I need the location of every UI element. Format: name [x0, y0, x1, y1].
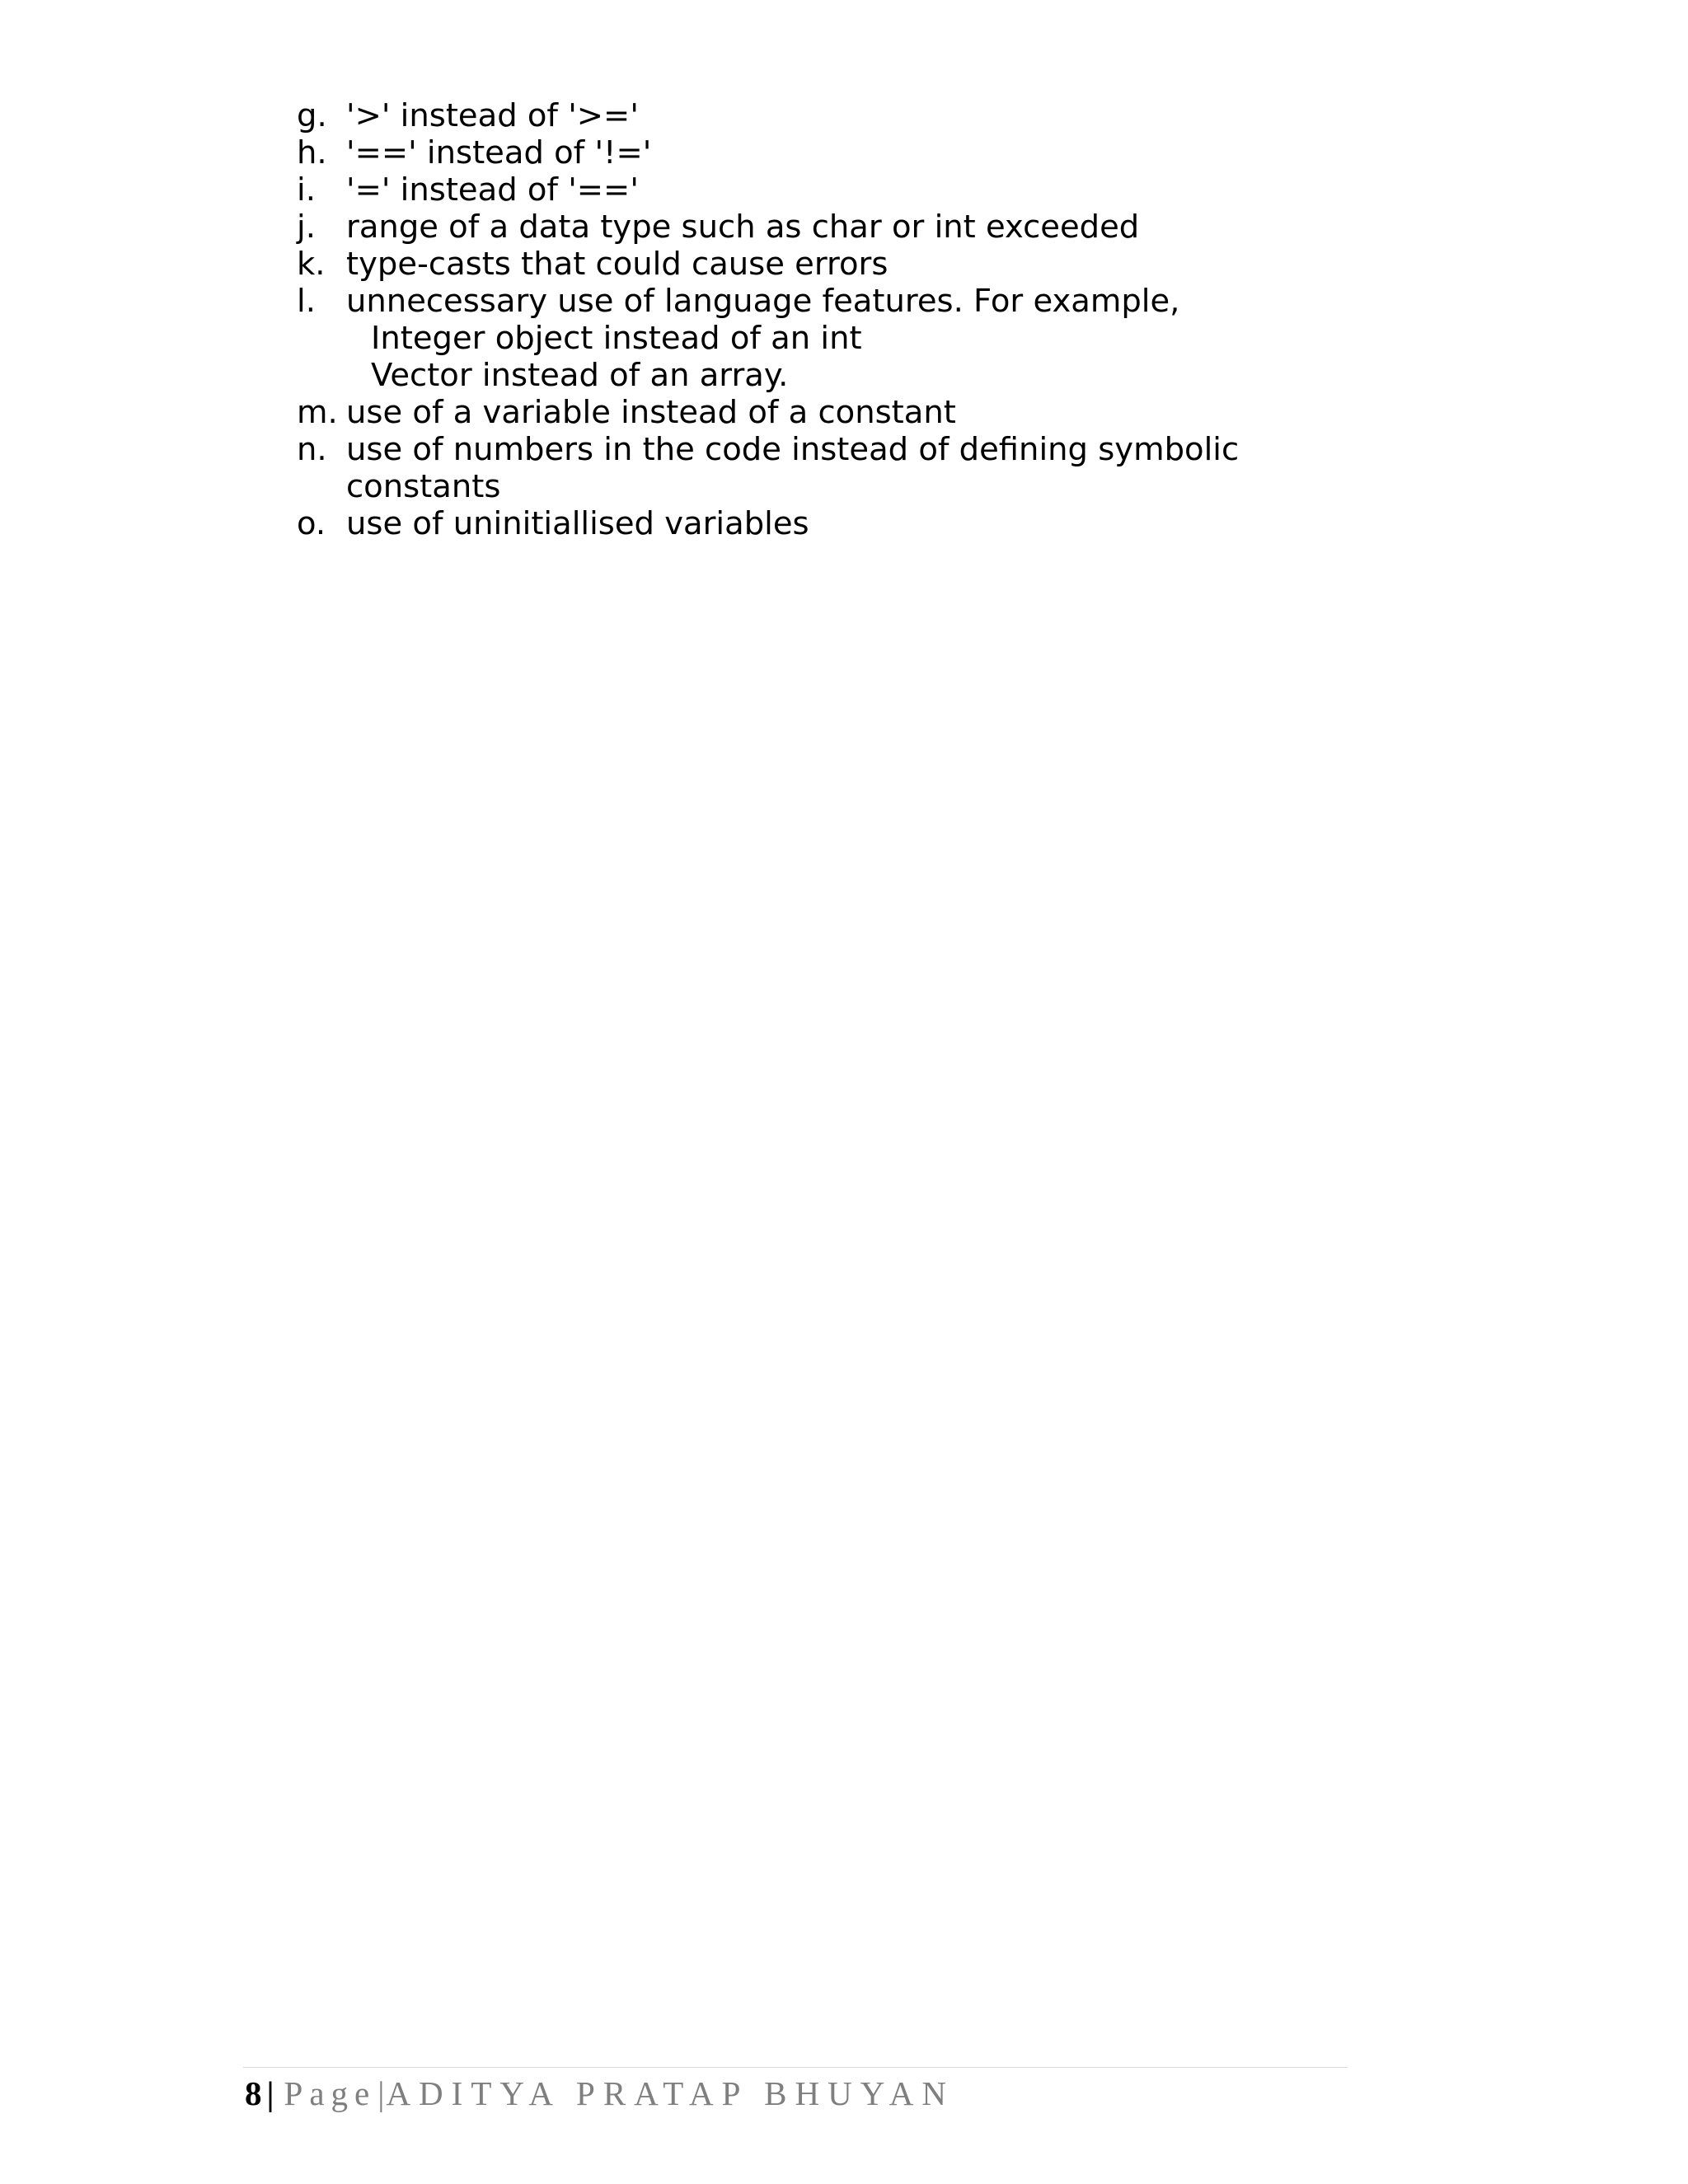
list-item-text: use of numbers in the code instead of defining symbolic	[346, 431, 1240, 468]
list-item-text: unnecessary use of language features. For example,	[346, 283, 1180, 320]
list-marker: j.	[297, 209, 316, 246]
list-item-text: '=' instead of '=='	[346, 171, 639, 209]
list-item-j	[297, 209, 1239, 246]
list-item-body	[346, 283, 1179, 394]
list-marker: n.	[297, 431, 327, 468]
list-item-l	[297, 283, 1239, 394]
page-number: 8	[245, 2074, 262, 2112]
list-item-m	[297, 394, 1239, 431]
page-label: Page	[284, 2074, 377, 2112]
error-checklist	[297, 97, 1239, 542]
list-marker: i.	[297, 171, 316, 209]
list-item-h	[297, 134, 1239, 171]
footer-divider	[243, 2067, 1348, 2068]
list-item-o	[297, 505, 1239, 542]
list-item-text: use of a variable instead of a constant	[346, 394, 956, 431]
list-item-text: '>' instead of '>='	[346, 97, 639, 134]
list-item-text: use of uninitiallised variables	[346, 505, 809, 542]
list-item-text: range of a data type such as char or int exceeded	[346, 209, 1140, 246]
list-item-n	[297, 431, 1239, 505]
list-item-g	[297, 97, 1239, 134]
author-name: ADITYA PRATAP BHUYAN	[386, 2074, 954, 2112]
list-marker: h.	[297, 134, 327, 171]
example-line-integer: Integer object instead of an int	[371, 320, 862, 357]
example-line-vector: Vector instead of an array.	[371, 357, 789, 394]
list-marker: l.	[297, 283, 316, 320]
list-item-body	[346, 431, 1239, 505]
list-item-k	[297, 246, 1239, 283]
list-marker: k.	[297, 246, 326, 283]
list-marker: g.	[297, 97, 327, 134]
list-item-text: type-casts that could cause errors	[346, 246, 889, 283]
list-item-continuation: constants	[346, 468, 501, 505]
list-item-text: '==' instead of '!='	[346, 134, 652, 171]
page-footer	[245, 2073, 954, 2114]
footer-separator-2: |	[377, 2074, 385, 2112]
list-marker: o.	[297, 505, 326, 542]
list-marker: m.	[297, 394, 338, 431]
footer-separator: |	[266, 2074, 278, 2112]
list-item-i	[297, 171, 1239, 209]
